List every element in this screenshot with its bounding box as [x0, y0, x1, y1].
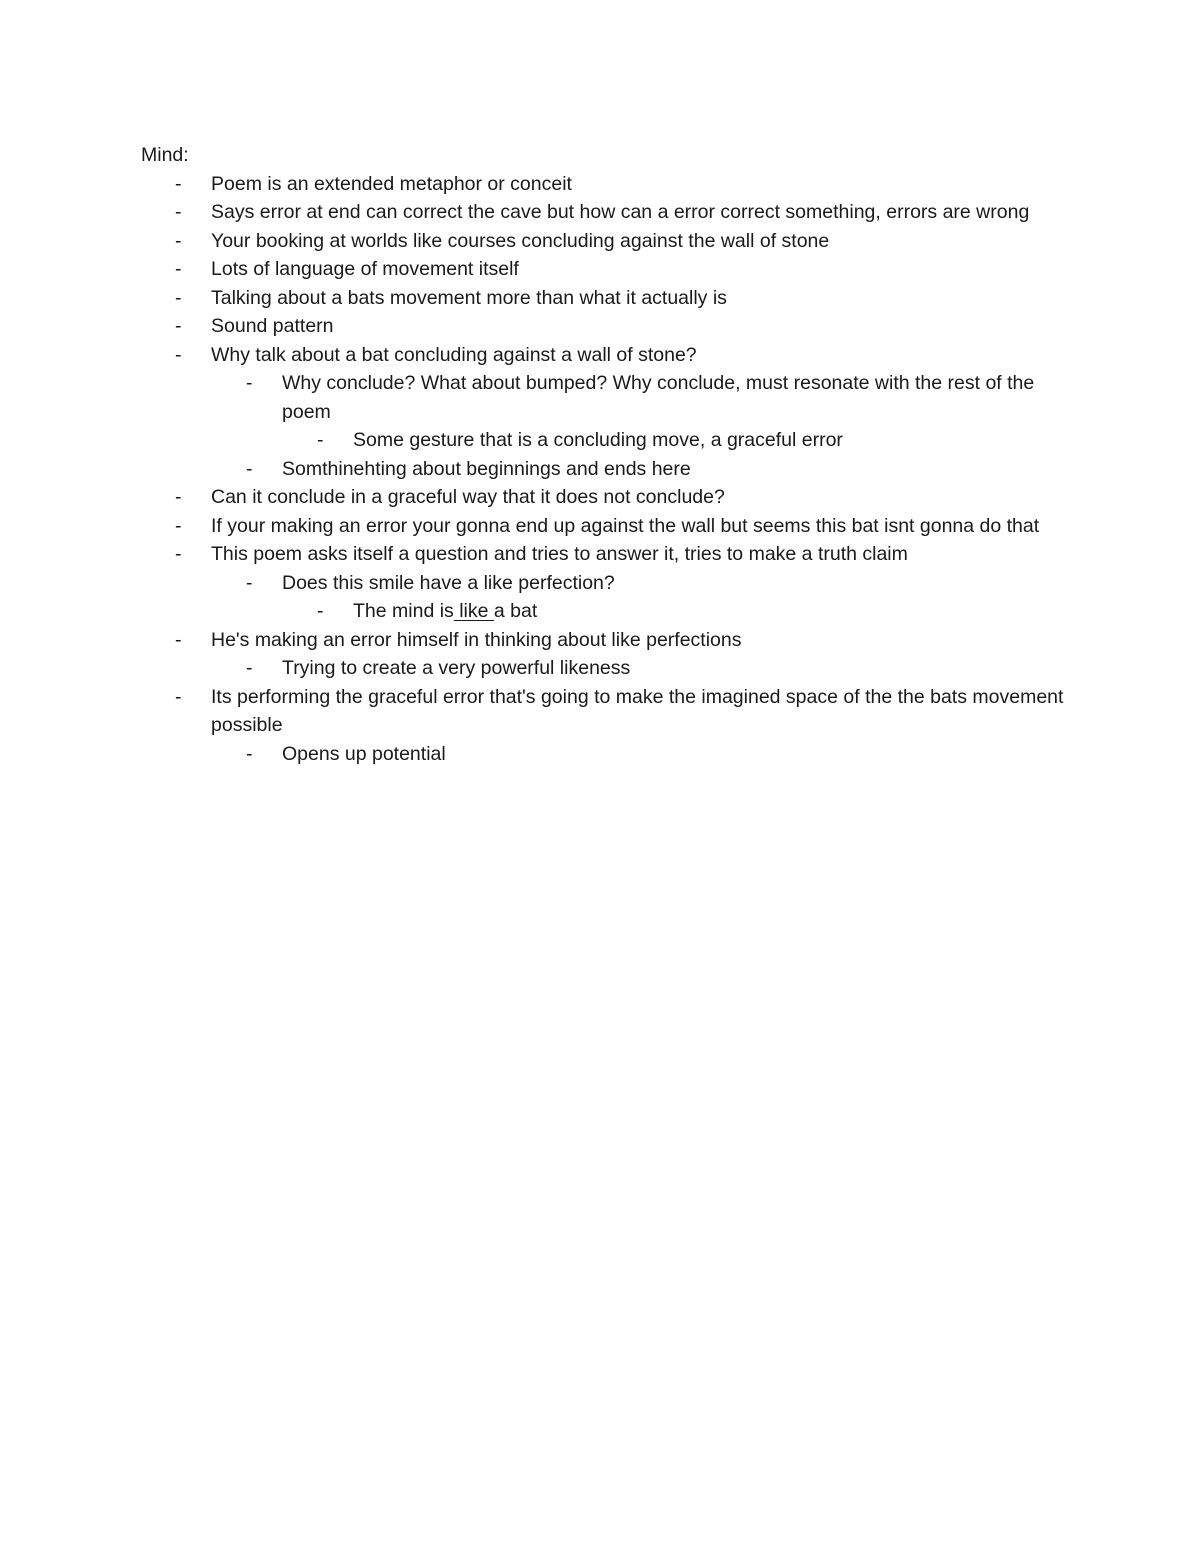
- list-item-text: Trying to create a very powerful likeness: [282, 657, 631, 679]
- bullet-dash: -: [175, 315, 182, 337]
- bullet-dash: -: [175, 543, 182, 565]
- underlined-text: like: [453, 600, 494, 622]
- sub-list-item: [0, 369, 1200, 426]
- document-title: Mind:: [141, 144, 189, 166]
- bullet-dash: -: [246, 571, 253, 594]
- list-item-text: [353, 597, 1072, 626]
- list-item: [0, 198, 1200, 227]
- list-item: [0, 170, 1200, 199]
- list-item-text: Talking about a bats movement more than what it actually is: [211, 286, 727, 309]
- list-item-text: Can it conclude in a graceful way that it does not conclude?: [211, 486, 725, 508]
- sub-list-item: [0, 654, 1200, 683]
- list-item: [0, 512, 1200, 541]
- bullet-list: [0, 170, 1200, 769]
- list-item: [0, 255, 1200, 284]
- bullet-dash: -: [175, 286, 182, 309]
- list-item-text: Lots of language of movement itself: [211, 258, 519, 280]
- bullet-dash: -: [175, 229, 182, 252]
- bullet-dash: -: [175, 486, 182, 508]
- bullet-dash: -: [175, 343, 182, 366]
- bullet-dash: -: [317, 600, 324, 622]
- bullet-dash: -: [246, 657, 253, 679]
- bullet-dash: -: [175, 201, 182, 223]
- list-item-text: Somthinehting about beginnings and ends here: [282, 457, 691, 480]
- list-item-text: Some gesture that is a concluding move, a graceful error: [353, 429, 843, 451]
- list-item: [0, 626, 1200, 655]
- sub-list-item: [0, 569, 1200, 598]
- list-item-text: Why talk about a bat concluding against a wall of stone?: [211, 343, 697, 366]
- list-item: [0, 312, 1200, 341]
- bullet-dash: -: [175, 628, 182, 651]
- sub-list-item: [0, 740, 1200, 769]
- list-item-text: Says error at end can correct the cave but how can a error correct something, errors are wrong: [211, 201, 1030, 223]
- list-item: [0, 227, 1200, 256]
- sub-sub-list-item: [0, 597, 1200, 626]
- list-item-text: Its performing the graceful error that's going to make the imagined space of the the bats movement possible: [211, 685, 1064, 736]
- list-item-text: Does this smile have a like perfection?: [282, 571, 615, 594]
- text-segment: The mind is: [353, 600, 454, 622]
- list-item: [0, 540, 1200, 569]
- list-item: [0, 341, 1200, 370]
- sub-list-item: [0, 455, 1200, 484]
- bullet-dash: -: [246, 742, 253, 765]
- list-item-text: Opens up potential: [282, 742, 446, 765]
- list-item-text: This poem asks itself a question and tries to answer it, tries to make a truth claim: [211, 543, 908, 565]
- bullet-dash: -: [246, 372, 253, 394]
- bullet-dash: -: [175, 258, 182, 280]
- sub-sub-list-item: [0, 426, 1200, 455]
- list-item-text: Your booking at worlds like courses concluding against the wall of stone: [211, 229, 830, 252]
- bullet-dash: -: [175, 514, 182, 537]
- list-item: [0, 483, 1200, 512]
- bullet-dash: -: [246, 457, 253, 480]
- list-item-text: Why conclude? What about bumped? Why conclude, must resonate with the rest of the poem: [282, 372, 1035, 423]
- list-item-text: Sound pattern: [211, 315, 334, 337]
- list-item-text: He's making an error himself in thinking about like perfections: [211, 628, 742, 651]
- bullet-dash: -: [175, 685, 182, 708]
- list-item: [0, 683, 1200, 740]
- list-item: [0, 284, 1200, 313]
- bullet-dash: -: [317, 429, 324, 451]
- list-item-text: Poem is an extended metaphor or conceit: [211, 172, 572, 195]
- text-segment: a bat: [493, 600, 538, 622]
- list-item-text: If your making an error your gonna end up against the wall but seems this bat isnt gonna do that: [211, 514, 1040, 537]
- bullet-dash: -: [175, 172, 182, 195]
